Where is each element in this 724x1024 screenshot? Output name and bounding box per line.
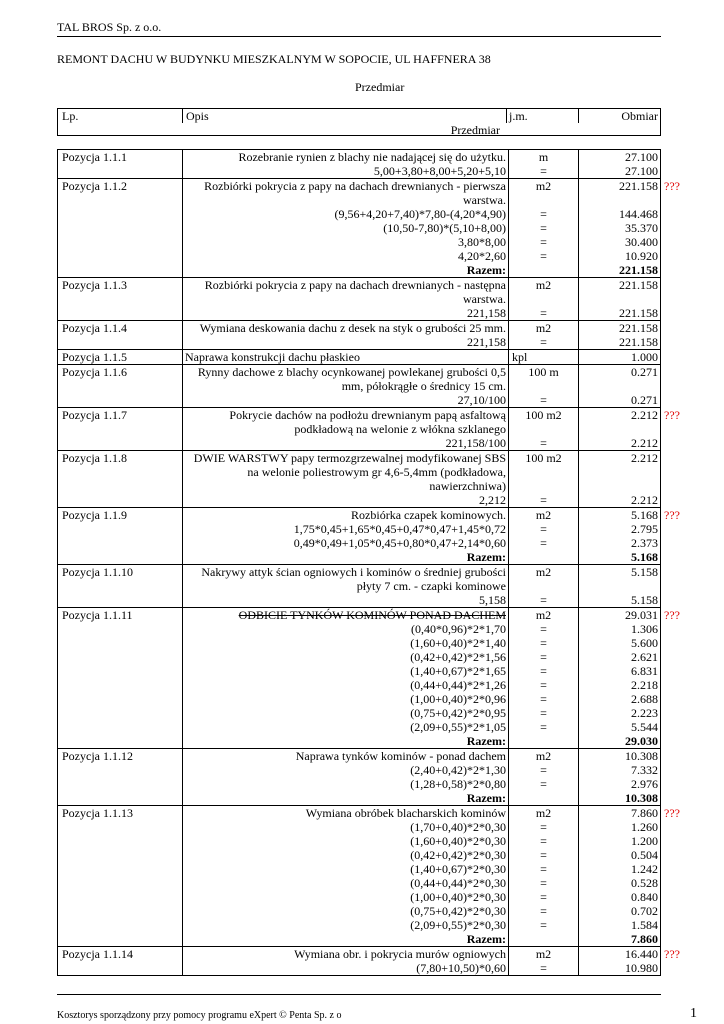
item-quantity: 1.000: [578, 350, 660, 364]
calc-equals: =: [508, 706, 578, 720]
item-quantity: 16.440: [578, 947, 660, 961]
calc-expression: 3,80*8,00: [182, 235, 508, 249]
table-header: [57, 108, 661, 136]
item-lp: Pozycja 1.1.9: [62, 508, 127, 522]
footer-text: Kosztorys sporządzony przy pomocy programu eXpert © Penta Sp. z o: [57, 1010, 342, 1021]
calc-equals: =: [508, 820, 578, 834]
calc-expression: Razem:: [182, 734, 508, 748]
calc-value: 2.373: [578, 536, 660, 550]
calc-expression: (2,40+0,42)*2*1,30: [182, 763, 508, 777]
calc-row: [58, 593, 660, 608]
calc-value: 2.976: [578, 777, 660, 791]
page-number: 1: [690, 1006, 697, 1021]
calc-value: 10.920: [578, 249, 660, 263]
calc-equals: =: [508, 593, 578, 607]
calc-equals: =: [508, 650, 578, 664]
calc-expression: 5,158: [182, 593, 508, 607]
calc-equals: =: [508, 961, 578, 975]
calc-value: 0.271: [578, 393, 660, 407]
calc-row: [58, 848, 660, 862]
calc-expression: 5,00+3,80+8,00+5,20+5,10: [182, 164, 508, 178]
calc-value: 5.600: [578, 636, 660, 650]
table-row: [58, 408, 680, 436]
calc-spacer: [58, 335, 182, 349]
calc-row: [58, 221, 660, 235]
item-description: [182, 565, 508, 593]
item-lp: Pozycja 1.1.12: [62, 749, 133, 763]
calc-expression: 27,10/100: [182, 393, 508, 407]
table-row: [58, 806, 680, 820]
item-description-text: DWIE WARSTWY papy termozgrzewalnej modyfikowanej SBS na welonie poliestrowym gr 4,6-5,4mm (podkładowa, nawierzchniwa): [193, 451, 506, 493]
calc-spacer: [58, 536, 182, 550]
calc-equals: =: [508, 904, 578, 918]
calc-value: 7.332: [578, 763, 660, 777]
calc-row: [58, 306, 660, 321]
item-description-text: Nakrywy attyk ścian ogniowych i kominów o średniej grubości płyty 7 cm. - czapki kominowe: [201, 565, 506, 593]
calc-expression: (0,75+0,42)*2*0,95: [182, 706, 508, 720]
calc-expression: (10,50-7,80)*(5,10+8,00): [182, 221, 508, 235]
calc-expression: 1,75*0,45+1,65*0,45+0,47*0,47+1,45*0,72: [182, 522, 508, 536]
calc-equals: =: [508, 249, 578, 263]
item-lp: Pozycja 1.1.11: [62, 608, 133, 622]
calc-value: 2.212: [578, 436, 660, 450]
calc-spacer: [58, 876, 182, 890]
calc-expression: Razem:: [182, 791, 508, 805]
calc-row: [58, 664, 660, 678]
calc-row: [58, 904, 660, 918]
table-row: [58, 608, 680, 622]
item-unit: m2: [508, 608, 578, 622]
calc-row: [58, 791, 660, 806]
top-divider: [57, 36, 661, 37]
calc-row: [58, 536, 660, 550]
calc-expression: (0,42+0,42)*2*0,30: [182, 848, 508, 862]
calc-spacer: [58, 763, 182, 777]
item-quantity: 10.308: [578, 749, 660, 763]
calc-equals: =: [508, 636, 578, 650]
col-lp: Lp.: [62, 109, 79, 123]
calc-expression: (0,42+0,42)*2*1,56: [182, 650, 508, 664]
col-jm: j.m.: [509, 109, 528, 123]
item-quantity: 221.158: [578, 179, 660, 207]
calc-value: 35.370: [578, 221, 660, 235]
project-title: REMONT DACHU W BUDYNKU MIESZKALNYM W SOPOCIE, UL HAFFNERA 38: [57, 52, 491, 66]
calc-spacer: [58, 664, 182, 678]
calc-expression: (1,40+0,67)*2*1,65: [182, 664, 508, 678]
item-quantity: 5.158: [578, 565, 660, 593]
calc-value: 6.831: [578, 664, 660, 678]
table-row: [58, 749, 660, 763]
calc-expression: (0,40*0,96)*2*1,70: [182, 622, 508, 636]
bottom-divider: [57, 994, 661, 995]
warning-flag: ???: [664, 179, 680, 193]
calc-spacer: [58, 918, 182, 932]
calc-equals: =: [508, 678, 578, 692]
warning-flag: ???: [664, 608, 680, 622]
calc-equals: =: [508, 393, 578, 407]
calc-spacer: [58, 263, 182, 277]
item-description: [182, 150, 508, 164]
item-description: [182, 806, 508, 820]
calc-equals: =: [508, 664, 578, 678]
calc-spacer: [58, 678, 182, 692]
calc-equals: =: [508, 207, 578, 221]
table-row: [58, 565, 660, 593]
calc-spacer: [58, 650, 182, 664]
calc-spacer: [58, 692, 182, 706]
calc-row: [58, 249, 660, 263]
table-row: [58, 350, 660, 365]
table-row: [58, 278, 660, 306]
calc-equals: [508, 734, 578, 748]
item-description: [182, 947, 508, 961]
estimate-table: [57, 149, 680, 976]
item-lp: Pozycja 1.1.3: [62, 278, 127, 292]
calc-row: [58, 734, 660, 749]
item-lp: Pozycja 1.1.13: [62, 806, 133, 820]
table-row: [58, 150, 660, 164]
item-quantity: 7.860: [578, 806, 660, 820]
item-lp: Pozycja 1.1.1: [62, 150, 127, 164]
item-lp: Pozycja 1.1.10: [62, 565, 133, 579]
calc-spacer: [58, 791, 182, 805]
item-description: [182, 608, 508, 622]
calc-equals: [508, 550, 578, 564]
calc-row: [58, 961, 660, 976]
calc-value: 29.030: [578, 734, 660, 748]
calc-value: 30.400: [578, 235, 660, 249]
calc-spacer: [58, 932, 182, 946]
calc-equals: =: [508, 862, 578, 876]
calc-row: [58, 550, 660, 565]
calc-equals: =: [508, 834, 578, 848]
table-row: [58, 321, 660, 335]
calc-row: [58, 622, 660, 636]
calc-expression: 4,20*2,60: [182, 249, 508, 263]
item-unit: m2: [508, 806, 578, 820]
calc-equals: =: [508, 777, 578, 791]
calc-value: 2.223: [578, 706, 660, 720]
calc-value: 2.688: [578, 692, 660, 706]
calc-spacer: [58, 164, 182, 178]
calc-expression: (0,44+0,44)*2*1,26: [182, 678, 508, 692]
calc-spacer: [58, 522, 182, 536]
warning-flag: ???: [664, 508, 680, 522]
calc-spacer: [58, 235, 182, 249]
calc-spacer: [58, 862, 182, 876]
item-unit: 100 m: [508, 365, 578, 393]
calc-expression: (1,28+0,58)*2*0,80: [182, 777, 508, 791]
calc-row: [58, 876, 660, 890]
item-description-text: Rozbiórka czapek kominowych.: [351, 508, 506, 522]
calc-equals: =: [508, 436, 578, 450]
calc-row: [58, 436, 660, 451]
calc-row: [58, 493, 660, 508]
item-description-text: Rozbiórki pokrycia z papy na dachach drewnianych - pierwsza warstwa.: [204, 179, 506, 207]
calc-value: 27.100: [578, 164, 660, 178]
calc-value: 2.218: [578, 678, 660, 692]
item-unit: 100 m2: [508, 408, 578, 436]
calc-expression: (1,60+0,40)*2*0,30: [182, 834, 508, 848]
calc-spacer: [58, 636, 182, 650]
calc-spacer: [58, 593, 182, 607]
calc-row: [58, 692, 660, 706]
item-unit: m2: [508, 508, 578, 522]
calc-row: [58, 777, 660, 791]
calc-spacer: [58, 550, 182, 564]
item-unit: m2: [508, 321, 578, 335]
calc-expression: (9,56+4,20+7,40)*7,80-(4,20*4,90): [182, 207, 508, 221]
calc-row: [58, 932, 660, 947]
item-description-text: Wymiana obróbek blacharskich kominów: [305, 806, 506, 820]
item-description-text: Wymiana deskowania dachu z desek na styk o grubości 25 mm.: [199, 321, 506, 335]
calc-row: [58, 207, 660, 221]
item-description: [182, 179, 508, 207]
calc-equals: =: [508, 536, 578, 550]
item-lp: Pozycja 1.1.8: [62, 451, 127, 465]
item-lp: Pozycja 1.1.6: [62, 365, 127, 379]
item-unit: kpl: [508, 350, 578, 364]
calc-equals: =: [508, 622, 578, 636]
document-title: Przedmiar: [355, 80, 405, 94]
calc-spacer: [58, 207, 182, 221]
calc-spacer: [58, 890, 182, 904]
calc-spacer: [58, 720, 182, 734]
calc-spacer: [58, 834, 182, 848]
table-row: [58, 451, 660, 493]
calc-value: 221.158: [578, 306, 660, 320]
calc-equals: =: [508, 522, 578, 536]
company-name: TAL BROS Sp. z o.o.: [57, 20, 162, 34]
calc-equals: =: [508, 763, 578, 777]
calc-row: [58, 890, 660, 904]
calc-spacer: [58, 904, 182, 918]
calc-value: 1.260: [578, 820, 660, 834]
item-unit: m2: [508, 179, 578, 207]
calc-equals: [508, 263, 578, 277]
item-unit: m: [508, 150, 578, 164]
calc-row: [58, 263, 660, 278]
item-lp: Pozycja 1.1.5: [62, 350, 127, 364]
item-quantity: 221.158: [578, 321, 660, 335]
item-quantity: 2.212: [578, 408, 660, 436]
item-lp: Pozycja 1.1.4: [62, 321, 127, 335]
item-lp: Pozycja 1.1.14: [62, 947, 133, 961]
calc-value: 7.860: [578, 932, 660, 946]
calc-equals: =: [508, 235, 578, 249]
calc-row: [58, 235, 660, 249]
calc-equals: =: [508, 493, 578, 507]
item-description: [182, 408, 508, 436]
calc-value: 0.504: [578, 848, 660, 862]
calc-expression: (2,09+0,55)*2*0,30: [182, 918, 508, 932]
calc-value: 1.242: [578, 862, 660, 876]
calc-equals: =: [508, 164, 578, 178]
item-unit: m2: [508, 749, 578, 763]
item-quantity: 2.212: [578, 451, 660, 493]
calc-value: 5.544: [578, 720, 660, 734]
calc-expression: (1,70+0,40)*2*0,30: [182, 820, 508, 834]
calc-equals: =: [508, 221, 578, 235]
calc-equals: =: [508, 848, 578, 862]
item-description-text: Wymiana obr. i pokrycia murów ogniowych: [294, 947, 506, 961]
calc-equals: =: [508, 306, 578, 320]
calc-spacer: [58, 221, 182, 235]
calc-expression: (1,00+0,40)*2*0,96: [182, 692, 508, 706]
calc-spacer: [58, 493, 182, 507]
item-quantity: 221.158: [578, 278, 660, 306]
calc-equals: =: [508, 692, 578, 706]
calc-expression: 221,158: [182, 335, 508, 349]
calc-value: 5.168: [578, 550, 660, 564]
item-lp: Pozycja 1.1.2: [62, 179, 127, 193]
calc-equals: [508, 932, 578, 946]
calc-expression: Razem:: [182, 932, 508, 946]
calc-spacer: [58, 848, 182, 862]
item-description: [182, 365, 508, 393]
item-description: [182, 508, 508, 522]
item-description: [182, 350, 508, 364]
calc-value: 5.158: [578, 593, 660, 607]
item-unit: m2: [508, 565, 578, 593]
calc-expression: (1,00+0,40)*2*0,30: [182, 890, 508, 904]
item-quantity: 27.100: [578, 150, 660, 164]
calc-expression: (0,75+0,42)*2*0,30: [182, 904, 508, 918]
item-description-text: Pokrycie dachów na podłożu drewnianym papą asfaltową podkładową na welonie z włókna szklanego: [229, 408, 506, 436]
calc-expression: 221,158: [182, 306, 508, 320]
calc-expression: 2,212: [182, 493, 508, 507]
calc-expression: Razem:: [182, 263, 508, 277]
calc-spacer: [58, 306, 182, 320]
table-row: [58, 179, 680, 207]
calc-value: 144.468: [578, 207, 660, 221]
calc-spacer: [58, 622, 182, 636]
item-quantity: 5.168: [578, 508, 660, 522]
calc-value: 2.212: [578, 493, 660, 507]
calc-value: 2.795: [578, 522, 660, 536]
item-description-text: ODBICIE TYNKÓW KOMINÓW PONAD DACHEM: [238, 608, 506, 622]
calc-row: [58, 636, 660, 650]
item-quantity: 0.271: [578, 365, 660, 393]
item-description: [182, 451, 508, 493]
calc-expression: (0,44+0,44)*2*0,30: [182, 876, 508, 890]
warning-flag: ???: [664, 806, 680, 820]
calc-expression: (2,09+0,55)*2*1,05: [182, 720, 508, 734]
col-obmiar: Obmiar: [621, 109, 658, 123]
calc-equals: [508, 791, 578, 805]
calc-spacer: [58, 734, 182, 748]
item-description-text: Rozebranie rynien z blachy nie nadającej się do użytku.: [238, 150, 506, 164]
calc-equals: =: [508, 720, 578, 734]
calc-value: 10.308: [578, 791, 660, 805]
calc-value: 0.528: [578, 876, 660, 890]
col-opis: Opis: [186, 109, 209, 123]
calc-spacer: [58, 393, 182, 407]
item-unit: m2: [508, 278, 578, 306]
calc-value: 221.158: [578, 335, 660, 349]
calc-value: 10.980: [578, 961, 660, 975]
calc-expression: (7,80+10,50)*0,60: [182, 961, 508, 975]
item-unit: m2: [508, 947, 578, 961]
calc-value: 2.621: [578, 650, 660, 664]
calc-value: 0.702: [578, 904, 660, 918]
table-row: [58, 508, 680, 522]
calc-spacer: [58, 961, 182, 975]
calc-expression: 0,49*0,49+1,05*0,45+0,80*0,47+2,14*0,60: [182, 536, 508, 550]
item-description: [182, 278, 508, 306]
calc-value: 1.306: [578, 622, 660, 636]
table-row: [58, 947, 680, 961]
calc-expression: (1,40+0,67)*2*0,30: [182, 862, 508, 876]
calc-spacer: [58, 249, 182, 263]
calc-value: 221.158: [578, 263, 660, 277]
warning-flag: ???: [664, 408, 680, 422]
col-przedmiar: Przedmiar: [450, 123, 500, 137]
calc-equals: =: [508, 335, 578, 349]
calc-expression: Razem:: [182, 550, 508, 564]
item-quantity: 29.031: [578, 608, 660, 622]
calc-row: [58, 918, 660, 932]
warning-flag: ???: [664, 947, 680, 961]
calc-spacer: [58, 820, 182, 834]
calc-row: [58, 706, 660, 720]
calc-equals: =: [508, 876, 578, 890]
item-description: [182, 749, 508, 763]
calc-row: [58, 834, 660, 848]
calc-equals: =: [508, 918, 578, 932]
item-unit: 100 m2: [508, 451, 578, 493]
calc-spacer: [58, 436, 182, 450]
item-description-text: Naprawa tynków kominów - ponad dachem: [295, 749, 506, 763]
calc-row: [58, 164, 660, 179]
calc-row: [58, 678, 660, 692]
calc-row: [58, 820, 660, 834]
item-description-text: Naprawa konstrukcji dachu płaskieo: [185, 350, 360, 364]
item-description-text: Rozbiórki pokrycia z papy na dachach drewnianych - następna warstwa.: [204, 278, 506, 306]
calc-value: 1.584: [578, 918, 660, 932]
calc-row: [58, 720, 660, 734]
calc-row: [58, 862, 660, 876]
item-description-text: Rynny dachowe z blachy ocynkowanej powlekanej grubości 0,5 mm, półokrągłe o średnicy 15 cm.: [197, 365, 506, 393]
calc-value: 1.200: [578, 834, 660, 848]
calc-equals: =: [508, 890, 578, 904]
calc-expression: 221,158/100: [182, 436, 508, 450]
calc-spacer: [58, 706, 182, 720]
calc-expression: (1,60+0,40)*2*1,40: [182, 636, 508, 650]
calc-spacer: [58, 777, 182, 791]
table-row: [58, 365, 660, 393]
calc-row: [58, 522, 660, 536]
calc-row: [58, 650, 660, 664]
calc-row: [58, 335, 660, 350]
calc-row: [58, 763, 660, 777]
calc-row: [58, 393, 660, 408]
item-lp: Pozycja 1.1.7: [62, 408, 127, 422]
calc-value: 0.840: [578, 890, 660, 904]
item-description: [182, 321, 508, 335]
